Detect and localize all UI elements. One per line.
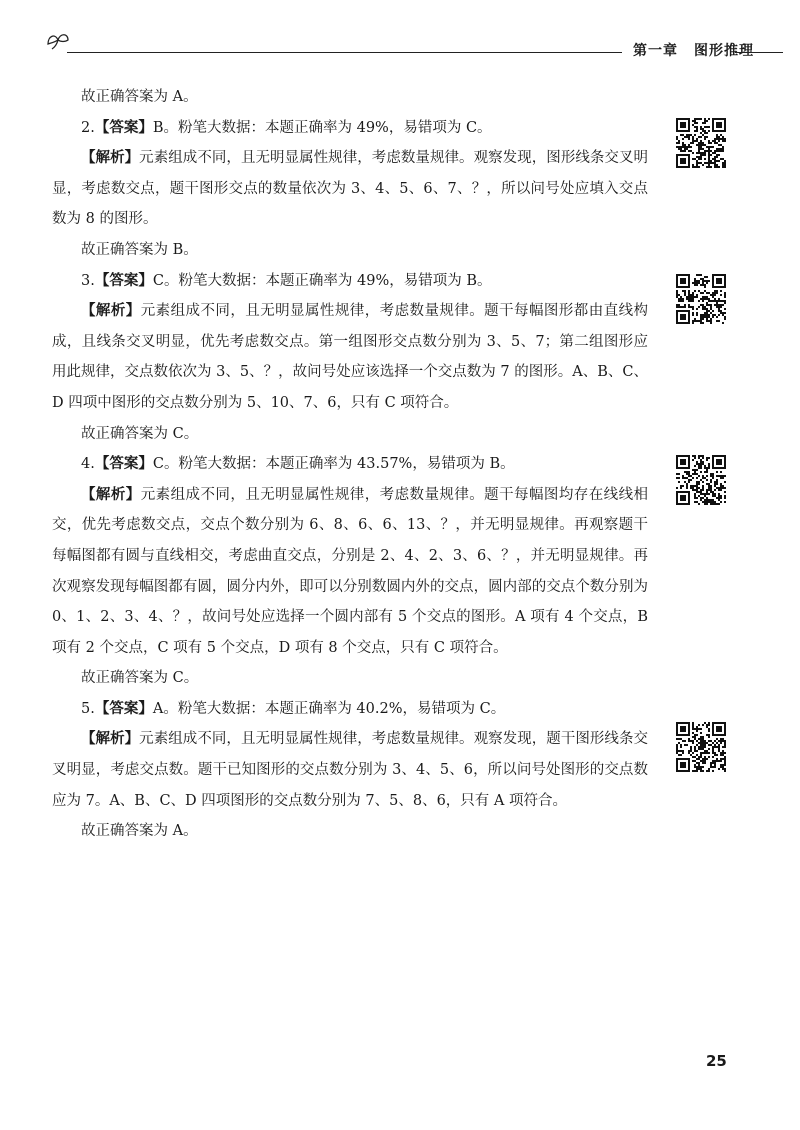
answer-paragraph	[52, 694, 648, 725]
paragraph-text: 元素组成不同，且无明显属性规律，考虑数量规律。观察发现，题干图形线条交叉明显，考虑交点数。题干已知图形的交点数分别为 3、4、5、6，所以问号处图形的交点数应为 7。A、B、C、D 四项图形的交点数分别为 7、5、8、6，只有 A 项符合。	[52, 731, 649, 809]
analysis-tag: 【解析】	[81, 303, 141, 320]
paragraph-text: C。粉笔大数据：本题正确率为 43.57%，易错项为 B。	[152, 456, 515, 473]
analysis-paragraph	[52, 724, 648, 816]
question-number: 5.	[81, 700, 95, 717]
question-number: 4.	[81, 456, 95, 473]
chapter-title	[633, 40, 754, 60]
conclusion-paragraph	[52, 663, 648, 694]
conclusion-paragraph	[52, 235, 648, 266]
page-header	[45, 30, 785, 62]
paragraph-text: 故正确答案为 C。	[81, 425, 199, 442]
analysis-paragraph	[52, 143, 648, 235]
chapter-label: 第一章	[633, 43, 678, 59]
sprout-icon	[45, 30, 71, 50]
question-number: 3.	[81, 272, 95, 289]
section-title: 图形推理	[694, 43, 754, 59]
analysis-tag: 【解析】	[81, 486, 141, 503]
answer-tag: 【答案】	[94, 272, 153, 289]
paragraph-text: B。粉笔大数据：本题正确率为 49%，易错项为 C。	[152, 119, 492, 136]
analysis-tag: 【解析】	[81, 150, 140, 167]
header-rule-left	[67, 52, 622, 53]
answer-tag: 【答案】	[94, 700, 153, 717]
qr-code-icon[interactable]	[676, 118, 726, 168]
question-number: 2.	[81, 119, 95, 136]
paragraph-text: 故正确答案为 A。	[81, 89, 198, 105]
paragraph-text: C。粉笔大数据：本题正确率为 49%，易错项为 B。	[152, 272, 492, 289]
analysis-paragraph	[52, 296, 648, 418]
paragraph-text: 故正确答案为 C。	[81, 670, 199, 687]
paragraph-text: A。粉笔大数据：本题正确率为 40.2%，易错项为 C。	[152, 700, 506, 717]
answer-paragraph	[52, 266, 648, 297]
conclusion-paragraph	[52, 816, 648, 847]
page-content	[52, 82, 648, 847]
qr-code-icon[interactable]	[676, 455, 726, 505]
paragraph-text: 故正确答案为 A。	[81, 823, 198, 840]
answer-tag: 【答案】	[94, 119, 153, 136]
answer-tag: 【答案】	[94, 456, 153, 473]
conclusion-paragraph	[52, 419, 648, 450]
qr-code-icon[interactable]	[676, 722, 726, 772]
analysis-tag: 【解析】	[81, 731, 140, 748]
header-rule-right	[735, 52, 783, 53]
answer-paragraph	[52, 113, 648, 144]
paragraph-text: 元素组成不同，且无明显属性规律，考虑数量规律。题干每幅图形都由直线构成，且线条交叉明显，优先考虑数交点。第一组图形交点数分别为 3、5、7；第二组图形应用此规律，交点数依次为 3、5、？，故问号处应该选择一个交点数为 7 的图形。A、B、C、D 四项中图形的交点数分别为 5、10、7、6，只有 C 项符合。	[52, 303, 649, 411]
analysis-paragraph	[52, 480, 648, 664]
paragraph-text: 故正确答案为 B。	[81, 241, 198, 258]
answer-paragraph	[52, 449, 648, 480]
qr-code-icon[interactable]	[676, 274, 726, 324]
paragraph-text: 元素组成不同，且无明显属性规律，考虑数量规律。观察发现，图形线条交叉明显，考虑数交点，题干图形交点的数量依次为 3、4、5、6、7、？，所以问号处应填入交点数为 8 的图形。	[52, 150, 649, 228]
page-number: 25	[706, 1052, 727, 1070]
conclusion-paragraph	[52, 82, 648, 113]
paragraph-text: 元素组成不同，且无明显属性规律，考虑数量规律。题干每幅图均存在线线相交，优先考虑数交点，交点个数分别为 6、8、6、6、13、？，并无明显规律。再观察题干每幅图都有圆与直线相交，考虑曲直交点，分别是 2、4、2、3、6、？，并无明显规律。再次观察发现每幅图都有圆，圆分内外，即可以分别数圆内外的交点，圆内部的交点个数分别为 0、1、2、3、4、？，故问号处应选择一个圆内部有 5 个交点的图形。A 项有 4 个交点，B 项有 2 个交点，C 项有 5 个交点，D 项有 8 个交点，只有 C 项符合。	[52, 486, 649, 656]
